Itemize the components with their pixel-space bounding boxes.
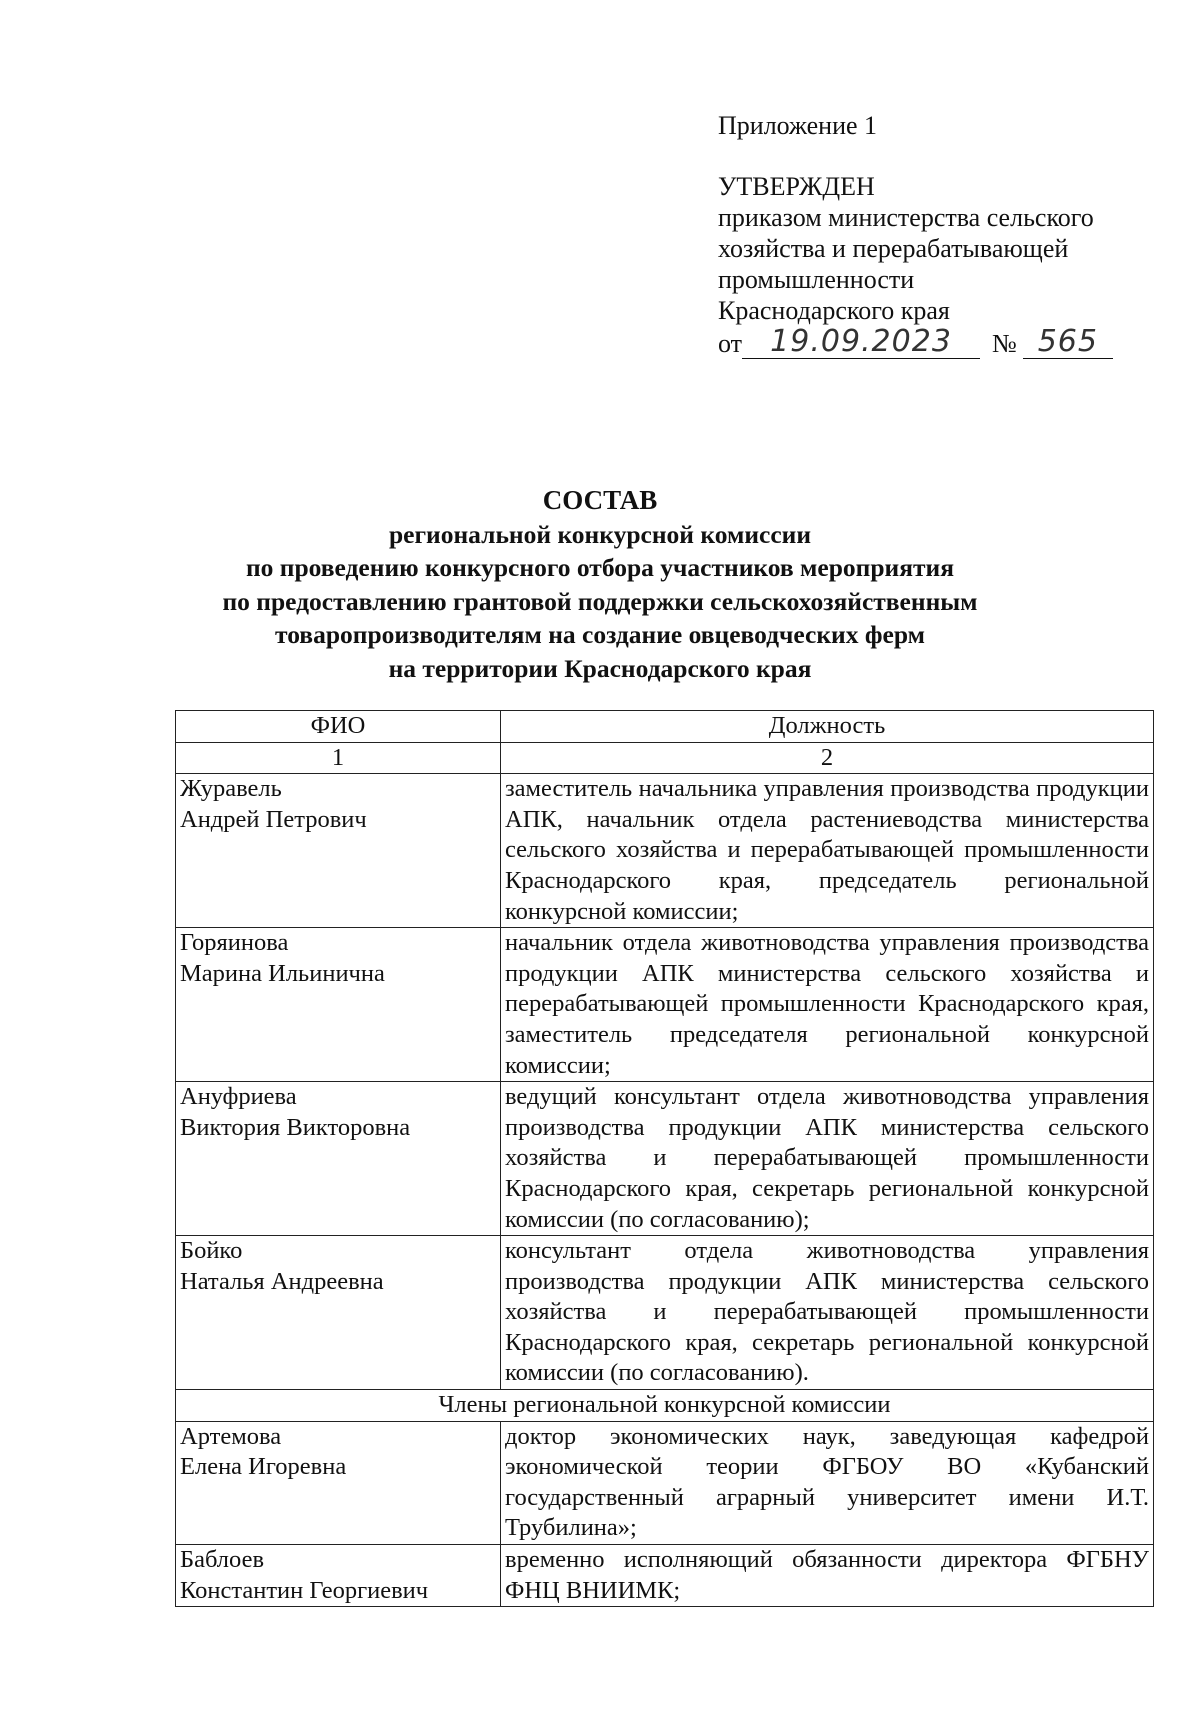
approved-label: УТВЕРЖДЕН xyxy=(718,172,875,201)
person-position: ведущий консультант отдела животноводства управления производства продукции АПК министерства сельского хозяйства и перерабатывающей промышленности Краснодарского края, секретарь региональной конкурсной комиссии (по согласованию); xyxy=(501,1082,1154,1236)
document-title xyxy=(60,484,1140,685)
table-row xyxy=(176,1421,1154,1544)
number-sign: № xyxy=(992,329,1017,358)
person-surname: Бойко xyxy=(180,1237,243,1265)
person-given-names: Наталья Андреевна xyxy=(180,1267,384,1295)
date-prefix: от xyxy=(718,329,743,358)
title-line: по предоставлению грантовой поддержки сельскохозяйственным xyxy=(222,586,978,616)
person-position: доктор экономических наук, заведующая кафедрой экономической теории ФГБОУ ВО «Кубанский государственный аграрный университет имени И.Т. Трубилина»; xyxy=(501,1421,1154,1544)
commission-table xyxy=(175,710,1154,1607)
person-position: консультант отдела животноводства управления производства продукции АПК министерства сельского хозяйства и перерабатывающей промышленности Краснодарского края, секретарь региональной конкурсной комиссии (по согласованию). xyxy=(501,1236,1154,1390)
person-name-cell xyxy=(176,774,501,928)
header-position: Должность xyxy=(501,711,1154,743)
person-surname: Журавель xyxy=(180,775,282,803)
column-number-row xyxy=(176,742,1154,774)
order-date-handwritten: 19.09.2023 xyxy=(742,326,980,359)
person-name-cell xyxy=(176,928,501,1082)
column-number: 2 xyxy=(501,742,1154,774)
approval-order-line: промышленности xyxy=(718,265,915,294)
approval-order-line: хозяйства и перерабатывающей xyxy=(718,234,1069,263)
approval-order-line: приказом министерства сельского xyxy=(718,203,1094,232)
table-row xyxy=(176,1545,1154,1607)
title-line: региональной конкурсной комиссии xyxy=(388,519,812,549)
person-surname: Артемова xyxy=(180,1422,282,1450)
section-header-row xyxy=(176,1390,1154,1422)
table-header-row xyxy=(176,711,1154,743)
header-fio: ФИО xyxy=(176,711,501,743)
person-given-names: Андрей Петрович xyxy=(180,805,367,833)
table-row xyxy=(176,928,1154,1082)
person-surname: Горяинова xyxy=(180,929,289,957)
person-given-names: Марина Ильинична xyxy=(180,959,385,987)
order-number-handwritten: 565 xyxy=(1023,326,1113,359)
appendix-label: Приложение 1 xyxy=(718,111,878,140)
person-name-cell xyxy=(176,1082,501,1236)
table-row xyxy=(176,1236,1154,1390)
order-date-line xyxy=(718,326,1158,359)
table-row xyxy=(176,1082,1154,1236)
person-position: временно исполняющий обязанности директора ФГБНУ ФНЦ ВНИИМК; xyxy=(501,1545,1154,1607)
person-given-names: Елена Игоревна xyxy=(180,1453,347,1481)
person-position: заместитель начальника управления производства продукции АПК, начальник отдела растениеводства министерства сельского хозяйства и перерабатывающей промышленности Краснодарского края, председатель региональной конкурсной комиссии; xyxy=(501,774,1154,928)
person-name-cell xyxy=(176,1236,501,1390)
person-surname: Ануфриева xyxy=(180,1083,297,1111)
person-position: начальник отдела животноводства управления производства продукции АПК министерства сельского хозяйства и перерабатывающей промышленности Краснодарского края, заместитель председателя региональной конкурсной комиссии; xyxy=(501,928,1154,1082)
title-line: на территории Краснодарского края xyxy=(388,653,812,683)
approval-order-line: Краснодарского края xyxy=(718,296,950,325)
approval-block xyxy=(718,110,1158,359)
person-name-cell xyxy=(176,1421,501,1544)
column-number: 1 xyxy=(176,742,501,774)
members-section-header: Члены региональной конкурсной комиссии xyxy=(176,1390,1154,1422)
title-main: СОСТАВ xyxy=(542,485,658,515)
title-line: товаропроизводителям на создание овцеводческих ферм xyxy=(275,620,925,649)
title-line: по проведению конкурсного отбора участников мероприятия xyxy=(245,553,955,582)
person-name-cell xyxy=(176,1545,501,1607)
person-given-names: Виктория Викторовна xyxy=(180,1113,411,1141)
person-surname: Баблоев xyxy=(180,1546,265,1574)
table-row xyxy=(176,774,1154,928)
person-given-names: Константин Георгиевич xyxy=(180,1576,429,1604)
